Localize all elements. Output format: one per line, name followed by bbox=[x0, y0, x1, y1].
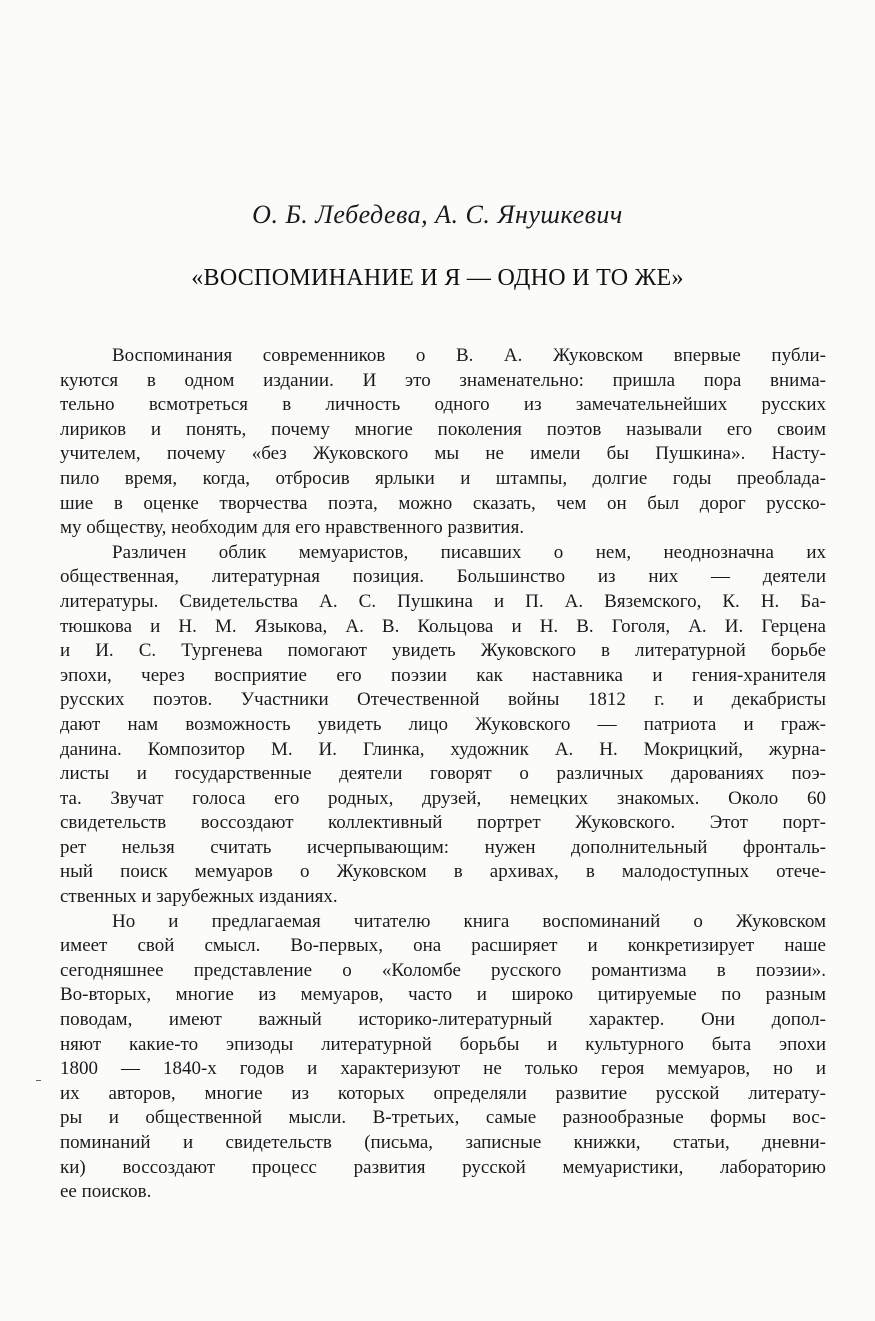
text-line: та. Звучат голоса его родных, друзей, немецких знакомых. Около 60 bbox=[60, 787, 826, 809]
text-line: ее поисков. bbox=[60, 1181, 152, 1203]
text-line: их авторов, многие из которых определяли развитие русской литерату- bbox=[60, 1082, 826, 1104]
text-line: Но и предлагаемая читателю книга воспоминаний о Жуковском bbox=[112, 910, 826, 932]
text-line: ры и общественной мысли. В-третьих, самые разнообразные формы вос- bbox=[60, 1107, 826, 1129]
text-line: русских поэтов. Участники Отечественной войны 1812 г. и декабристы bbox=[60, 689, 826, 711]
text-line: тюшкова и Н. М. Языкова, А. В. Кольцова и Н. В. Гоголя, А. И. Герцена bbox=[60, 615, 826, 637]
text-line: данина. Композитор М. И. Глинка, художник А. Н. Мокрицкий, журна- bbox=[60, 738, 826, 760]
text-line: ки) воссоздают процесс развития русской мемуаристики, лабораторию bbox=[60, 1156, 826, 1178]
article-title: «ВОСПОМИНАНИЕ И Я — ОДНО И ТО ЖЕ» bbox=[191, 265, 684, 291]
text-line: куются в одном издании. И это знаменательно: пришла пора внима- bbox=[60, 369, 826, 391]
text-line: свидетельств воссоздают коллективный портрет Жуковского. Этот порт- bbox=[60, 812, 826, 834]
text-line: дают нам возможность увидеть лицо Жуковского — патриота и граж- bbox=[60, 713, 826, 735]
text-line: няют какие-то эпизоды литературной борьбы и культурного быта эпохи bbox=[60, 1033, 826, 1055]
text-line: ный поиск мемуаров о Жуковском в архивах, в малодоступных отече- bbox=[60, 861, 826, 883]
authors-line: О. Б. Лебедева, А. С. Янушкевич bbox=[252, 200, 623, 229]
text-line: 1800 — 1840-х годов и характеризуют не только героя мемуаров, но и bbox=[60, 1058, 826, 1080]
text-line: поминаний и свидетельств (письма, записные книжки, статьи, дневни- bbox=[60, 1132, 826, 1153]
text-line: и И. С. Тургенева помогают увидеть Жуковского в литературной борьбе bbox=[60, 640, 826, 662]
text-line: пило время, когда, отбросив ярлыки и штампы, долгие годы преоблада- bbox=[60, 467, 826, 489]
text-line: тельно всмотреться в личность одного из замечательнейших русских bbox=[60, 394, 826, 416]
text-line: ственных и зарубежных изданиях. bbox=[60, 886, 338, 908]
text-line: поводам, имеют важный историко-литературный характер. Они допол- bbox=[60, 1009, 826, 1031]
text-line: Воспоминания современников о В. А. Жуковском впервые публи- bbox=[112, 345, 826, 366]
text-line: эпохи, через восприятие его поэзии как наставника и гения-хранителя bbox=[60, 664, 826, 686]
text-line: литературы. Свидетельства А. С. Пушкина и П. А. Вяземского, К. Н. Ба- bbox=[60, 590, 826, 612]
text-line: му обществу, необходим для его нравственного развития. bbox=[60, 517, 525, 539]
text-line: сегодняшнее представление о «Коломбе русского романтизма в поэзии». bbox=[60, 959, 826, 981]
text-line: общественная, литературная позиция. Большинство из них — деятели bbox=[60, 566, 826, 588]
text-line: рет нельзя считать исчерпывающим: нужен дополнительный фронталь- bbox=[60, 836, 826, 858]
text-line: учителем, почему «без Жуковского мы не имели бы Пушкина». Насту- bbox=[60, 443, 826, 465]
text-line: имеет свой смысл. Во-первых, она расширяет и конкретизирует наше bbox=[60, 935, 826, 957]
text-line: листы и государственные деятели говорят о различных дарованиях поэ- bbox=[60, 763, 826, 785]
text-line: лириков и понять, почему многие поколения поэтов называли его своим bbox=[60, 418, 826, 440]
article-body bbox=[60, 344, 826, 1205]
text-line: Во-вторых, многие из мемуаров, часто и широко цитируемые по разным bbox=[60, 984, 826, 1006]
text-line: шие в оценке творчества поэта, можно сказать, чем он был дорог русско- bbox=[60, 492, 826, 514]
text-line: Различен облик мемуаристов, писавших о нем, неоднозначна их bbox=[112, 541, 826, 563]
margin-mark bbox=[36, 1080, 41, 1081]
